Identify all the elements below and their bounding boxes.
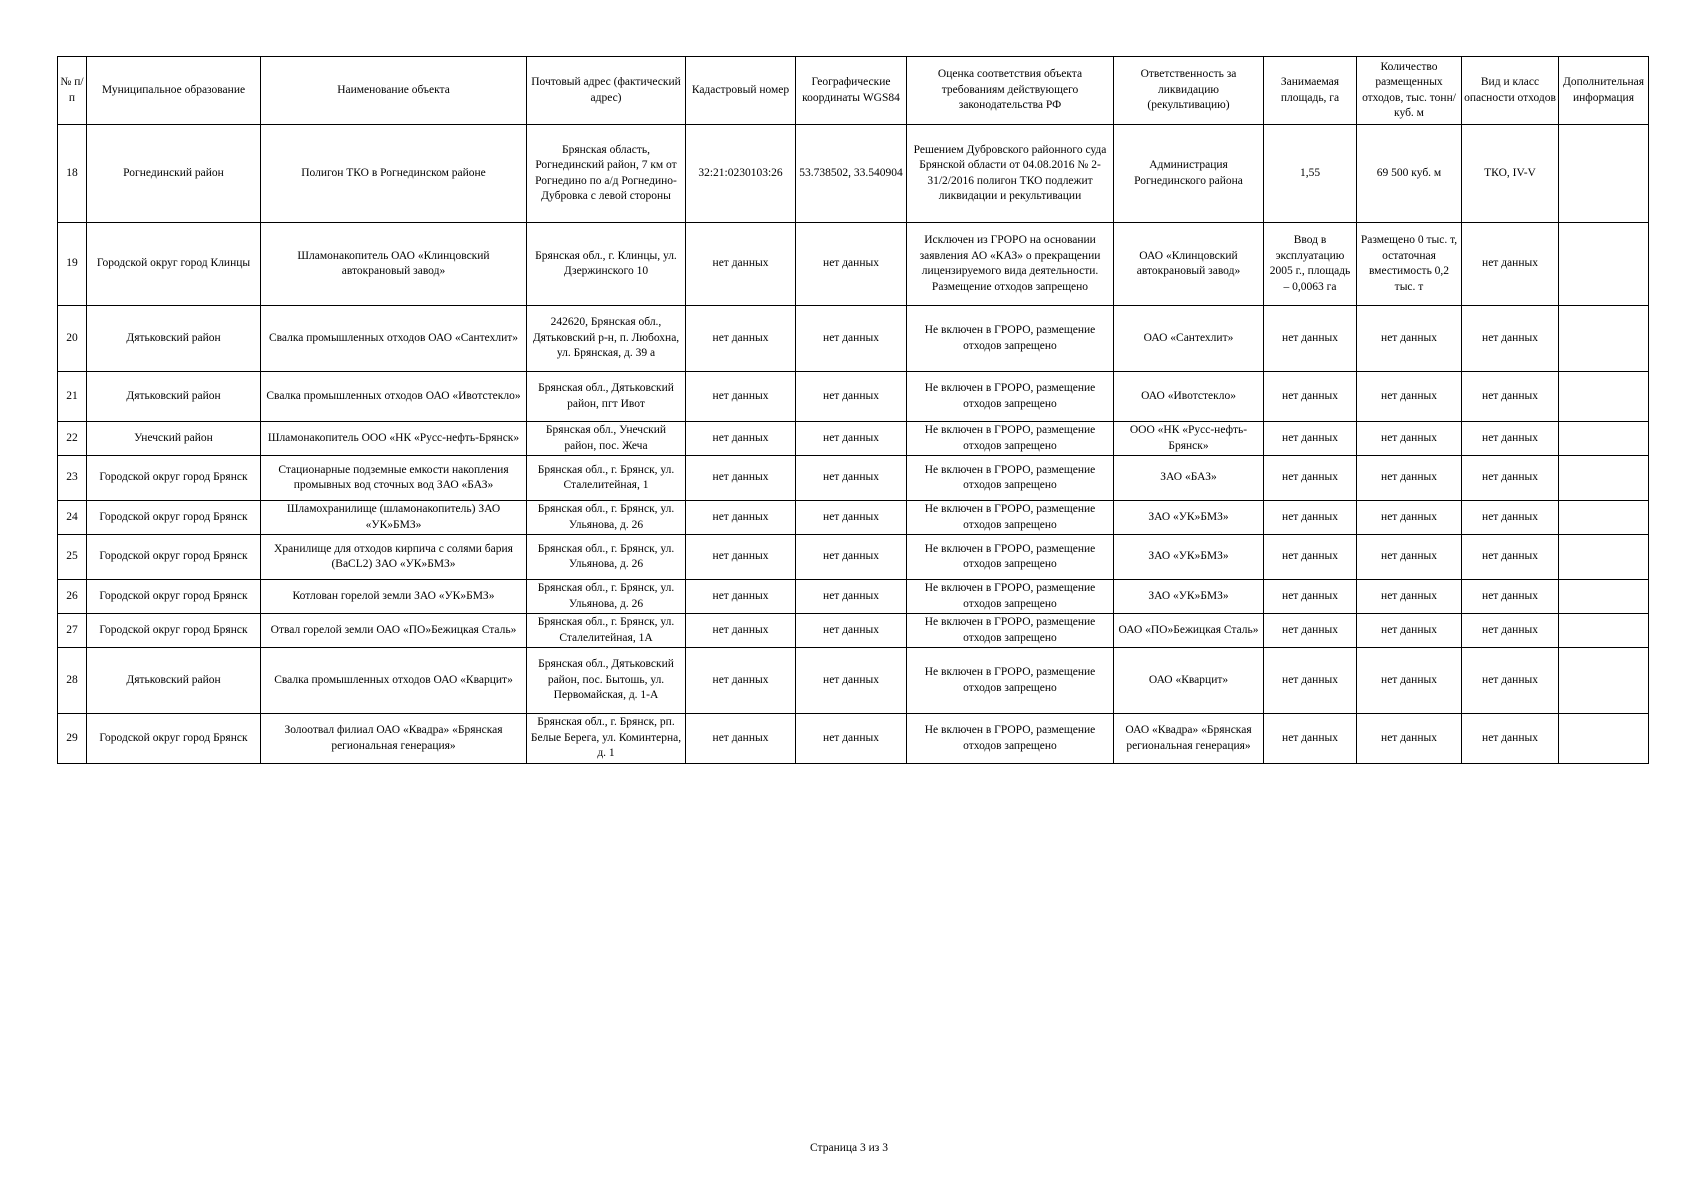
- cell-hazard-class: нет данных: [1462, 580, 1559, 614]
- cell-cadastral-number: нет данных: [686, 714, 796, 764]
- cell-area: нет данных: [1264, 535, 1357, 580]
- cell-waste-amount: нет данных: [1357, 372, 1462, 422]
- cell-area: 1,55: [1264, 125, 1357, 223]
- cell-municipality: Городской округ город Брянск: [87, 501, 261, 535]
- cell-municipality: Городской округ город Брянск: [87, 614, 261, 648]
- table-row: [58, 306, 1649, 372]
- cell-additional-info: [1559, 422, 1649, 456]
- cell-hazard-class: нет данных: [1462, 456, 1559, 501]
- cell-object-name: Шламохранилище (шламонакопитель) ЗАО «УК»БМЗ»: [261, 501, 527, 535]
- cell-postal-address: Брянская обл., г. Брянск, ул. Ульянова, д. 26: [527, 580, 686, 614]
- cell-hazard-class: ТКО, IV-V: [1462, 125, 1559, 223]
- cell-responsibility: ЗАО «УК»БМЗ»: [1114, 580, 1264, 614]
- cell-responsibility: ЗАО «УК»БМЗ»: [1114, 501, 1264, 535]
- cell-object-name: Золоотвал филиал ОАО «Квадра» «Брянская региональная генерация»: [261, 714, 527, 764]
- header-postal-address: Почтовый адрес (фактический адрес): [527, 57, 686, 125]
- cell-waste-amount: нет данных: [1357, 422, 1462, 456]
- cell-coordinates: нет данных: [796, 580, 907, 614]
- cell-municipality: Унечский район: [87, 422, 261, 456]
- cell-object-name: Свалка промышленных отходов ОАО «Сантехлит»: [261, 306, 527, 372]
- cell-area: нет данных: [1264, 501, 1357, 535]
- cell-coordinates: нет данных: [796, 372, 907, 422]
- cell-number: 23: [58, 456, 87, 501]
- cell-compliance: Исключен из ГРОРО на основании заявления АО «КАЗ» о прекращении лицензируемого вида деятельности. Размещение отходов запрещено: [907, 223, 1114, 306]
- cell-coordinates: нет данных: [796, 535, 907, 580]
- cell-postal-address: Брянская обл., г. Брянск, ул. Ульянова, д. 26: [527, 535, 686, 580]
- cell-waste-amount: нет данных: [1357, 580, 1462, 614]
- cell-number: 20: [58, 306, 87, 372]
- cell-postal-address: Брянская обл., г. Брянск, рп. Белые Берега, ул. Коминтерна, д. 1: [527, 714, 686, 764]
- cell-responsibility: ЗАО «УК»БМЗ»: [1114, 535, 1264, 580]
- cell-coordinates: нет данных: [796, 456, 907, 501]
- cell-additional-info: [1559, 501, 1649, 535]
- header-object-name: Наименование объекта: [261, 57, 527, 125]
- cell-coordinates: нет данных: [796, 422, 907, 456]
- cell-responsibility: Администрация Рогнединского района: [1114, 125, 1264, 223]
- cell-object-name: Свалка промышленных отходов ОАО «Ивотстекло»: [261, 372, 527, 422]
- cell-cadastral-number: нет данных: [686, 580, 796, 614]
- header-hazard-class: Вид и класс опасности отходов: [1462, 57, 1559, 125]
- cell-additional-info: [1559, 648, 1649, 714]
- cell-additional-info: [1559, 580, 1649, 614]
- cell-waste-amount: нет данных: [1357, 614, 1462, 648]
- cell-responsibility: ОАО «Клинцовский автокрановый завод»: [1114, 223, 1264, 306]
- cell-postal-address: Брянская обл., г. Брянск, ул. Сталелитейная, 1А: [527, 614, 686, 648]
- header-additional-info: Дополнительная информация: [1559, 57, 1649, 125]
- cell-cadastral-number: нет данных: [686, 614, 796, 648]
- header-municipality: Муниципальное образование: [87, 57, 261, 125]
- cell-coordinates: нет данных: [796, 223, 907, 306]
- header-coordinates: Географические координаты WGS84: [796, 57, 907, 125]
- table-header-row: [58, 57, 1649, 125]
- cell-area: нет данных: [1264, 714, 1357, 764]
- cell-hazard-class: нет данных: [1462, 648, 1559, 714]
- cell-area: нет данных: [1264, 372, 1357, 422]
- cell-municipality: Городской округ город Клинцы: [87, 223, 261, 306]
- page-number: Страница 3 из 3: [810, 1142, 888, 1154]
- cell-municipality: Городской округ город Брянск: [87, 580, 261, 614]
- cell-waste-amount: нет данных: [1357, 535, 1462, 580]
- cell-responsibility: ОАО «Квадра» «Брянская региональная генерация»: [1114, 714, 1264, 764]
- header-area: Занимаемая площадь, га: [1264, 57, 1357, 125]
- cell-object-name: Полигон ТКО в Рогнединском районе: [261, 125, 527, 223]
- cell-coordinates: нет данных: [796, 714, 907, 764]
- cell-postal-address: Брянская обл., Унечский район, пос. Жеча: [527, 422, 686, 456]
- cell-number: 28: [58, 648, 87, 714]
- header-number: № п/п: [58, 57, 87, 125]
- cell-additional-info: [1559, 372, 1649, 422]
- cell-compliance: Не включен в ГРОРО, размещение отходов запрещено: [907, 372, 1114, 422]
- cell-municipality: Рогнединский район: [87, 125, 261, 223]
- cell-number: 21: [58, 372, 87, 422]
- cell-number: 24: [58, 501, 87, 535]
- table-row: [58, 456, 1649, 501]
- cell-area: нет данных: [1264, 614, 1357, 648]
- cell-waste-amount: нет данных: [1357, 648, 1462, 714]
- cell-compliance: Не включен в ГРОРО, размещение отходов запрещено: [907, 456, 1114, 501]
- cell-coordinates: нет данных: [796, 614, 907, 648]
- table-row: [58, 125, 1649, 223]
- cell-area: нет данных: [1264, 580, 1357, 614]
- cell-additional-info: [1559, 714, 1649, 764]
- cell-postal-address: Брянская область, Рогнединский район, 7 км от Рогнедино по а/д Рогнедино-Дубровка с левой стороны: [527, 125, 686, 223]
- cell-compliance: Не включен в ГРОРО, размещение отходов запрещено: [907, 535, 1114, 580]
- cell-cadastral-number: нет данных: [686, 648, 796, 714]
- table-row: [58, 648, 1649, 714]
- cell-cadastral-number: 32:21:0230103:26: [686, 125, 796, 223]
- cell-waste-amount: 69 500 куб. м: [1357, 125, 1462, 223]
- cell-postal-address: Брянская обл., Дятьковский район, пгт Ивот: [527, 372, 686, 422]
- cell-municipality: Городской округ город Брянск: [87, 456, 261, 501]
- header-cadastral-number: Кадастровый номер: [686, 57, 796, 125]
- cell-object-name: Котлован горелой земли ЗАО «УК»БМЗ»: [261, 580, 527, 614]
- cell-responsibility: ОАО «Ивотстекло»: [1114, 372, 1264, 422]
- cell-responsibility: ОАО «Сантехлит»: [1114, 306, 1264, 372]
- cell-hazard-class: нет данных: [1462, 535, 1559, 580]
- cell-compliance: Не включен в ГРОРО, размещение отходов запрещено: [907, 580, 1114, 614]
- cell-waste-amount: нет данных: [1357, 714, 1462, 764]
- table-row: [58, 223, 1649, 306]
- cell-waste-amount: нет данных: [1357, 456, 1462, 501]
- cell-coordinates: нет данных: [796, 648, 907, 714]
- cell-compliance: Не включен в ГРОРО, размещение отходов запрещено: [907, 714, 1114, 764]
- cell-municipality: Дятьковский район: [87, 306, 261, 372]
- cell-cadastral-number: нет данных: [686, 456, 796, 501]
- cell-hazard-class: нет данных: [1462, 714, 1559, 764]
- cell-area: нет данных: [1264, 422, 1357, 456]
- cell-number: 27: [58, 614, 87, 648]
- cell-object-name: Хранилище для отходов кирпича с солями бария (BaCL2) ЗАО «УК»БМЗ»: [261, 535, 527, 580]
- cell-additional-info: [1559, 306, 1649, 372]
- cell-additional-info: [1559, 223, 1649, 306]
- cell-number: 18: [58, 125, 87, 223]
- cell-responsibility: ОАО «Кварцит»: [1114, 648, 1264, 714]
- waste-objects-table: [57, 56, 1649, 764]
- cell-responsibility: ОАО «ПО»Бежицкая Сталь»: [1114, 614, 1264, 648]
- cell-postal-address: 242620, Брянская обл., Дятьковский р-н, п. Любохна, ул. Брянская, д. 39 а: [527, 306, 686, 372]
- cell-postal-address: Брянская обл., г. Клинцы, ул. Дзержинского 10: [527, 223, 686, 306]
- cell-municipality: Дятьковский район: [87, 648, 261, 714]
- cell-area: Ввод в эксплуатацию 2005 г., площадь – 0,0063 га: [1264, 223, 1357, 306]
- cell-municipality: Городской округ город Брянск: [87, 714, 261, 764]
- cell-coordinates: нет данных: [796, 501, 907, 535]
- cell-postal-address: Брянская обл., г. Брянск, ул. Сталелитейная, 1: [527, 456, 686, 501]
- cell-compliance: Не включен в ГРОРО, размещение отходов запрещено: [907, 501, 1114, 535]
- table-row: [58, 535, 1649, 580]
- cell-additional-info: [1559, 456, 1649, 501]
- header-compliance: Оценка соответствия объекта требованиям действующего законодательства РФ: [907, 57, 1114, 125]
- cell-cadastral-number: нет данных: [686, 422, 796, 456]
- cell-object-name: Стационарные подземные емкости накопления промывных вод сточных вод ЗАО «БАЗ»: [261, 456, 527, 501]
- cell-additional-info: [1559, 535, 1649, 580]
- cell-area: нет данных: [1264, 306, 1357, 372]
- table-row: [58, 372, 1649, 422]
- cell-hazard-class: нет данных: [1462, 422, 1559, 456]
- cell-coordinates: нет данных: [796, 306, 907, 372]
- table-body: [58, 125, 1649, 764]
- cell-cadastral-number: нет данных: [686, 501, 796, 535]
- cell-responsibility: ООО «НК «Русс-нефть-Брянск»: [1114, 422, 1264, 456]
- header-responsibility: Ответственность за ликвидацию (рекультивацию): [1114, 57, 1264, 125]
- cell-area: нет данных: [1264, 456, 1357, 501]
- cell-hazard-class: нет данных: [1462, 614, 1559, 648]
- cell-number: 22: [58, 422, 87, 456]
- cell-coordinates: 53.738502, 33.540904: [796, 125, 907, 223]
- cell-postal-address: Брянская обл., г. Брянск, ул. Ульянова, д. 26: [527, 501, 686, 535]
- cell-additional-info: [1559, 614, 1649, 648]
- cell-waste-amount: нет данных: [1357, 501, 1462, 535]
- cell-hazard-class: нет данных: [1462, 306, 1559, 372]
- cell-cadastral-number: нет данных: [686, 306, 796, 372]
- cell-compliance: Не включен в ГРОРО, размещение отходов запрещено: [907, 422, 1114, 456]
- cell-municipality: Дятьковский район: [87, 372, 261, 422]
- cell-area: нет данных: [1264, 648, 1357, 714]
- cell-cadastral-number: нет данных: [686, 223, 796, 306]
- header-waste-amount: Количество размещенных отходов, тыс. тонн/куб. м: [1357, 57, 1462, 125]
- cell-compliance: Не включен в ГРОРО, размещение отходов запрещено: [907, 306, 1114, 372]
- cell-number: 25: [58, 535, 87, 580]
- cell-cadastral-number: нет данных: [686, 535, 796, 580]
- cell-number: 29: [58, 714, 87, 764]
- cell-compliance: Решением Дубровского районного суда Брянской области от 04.08.2016 № 2-31/2/2016 полигон ТКО подлежит ликвидации и рекультивации: [907, 125, 1114, 223]
- table-row: [58, 614, 1649, 648]
- cell-hazard-class: нет данных: [1462, 223, 1559, 306]
- table-row: [58, 422, 1649, 456]
- cell-hazard-class: нет данных: [1462, 372, 1559, 422]
- cell-object-name: Шламонакопитель ООО «НК «Русс-нефть-Брянск»: [261, 422, 527, 456]
- cell-hazard-class: нет данных: [1462, 501, 1559, 535]
- cell-object-name: Отвал горелой земли ОАО «ПО»Бежицкая Сталь»: [261, 614, 527, 648]
- cell-municipality: Городской округ город Брянск: [87, 535, 261, 580]
- cell-object-name: Свалка промышленных отходов ОАО «Кварцит»: [261, 648, 527, 714]
- cell-waste-amount: Размещено 0 тыс. т, остаточная вместимость 0,2 тыс. т: [1357, 223, 1462, 306]
- cell-waste-amount: нет данных: [1357, 306, 1462, 372]
- cell-number: 19: [58, 223, 87, 306]
- cell-object-name: Шламонакопитель ОАО «Клинцовский автокрановый завод»: [261, 223, 527, 306]
- table-row: [58, 714, 1649, 764]
- cell-number: 26: [58, 580, 87, 614]
- cell-additional-info: [1559, 125, 1649, 223]
- cell-cadastral-number: нет данных: [686, 372, 796, 422]
- table-row: [58, 501, 1649, 535]
- table-row: [58, 580, 1649, 614]
- cell-responsibility: ЗАО «БАЗ»: [1114, 456, 1264, 501]
- cell-compliance: Не включен в ГРОРО, размещение отходов запрещено: [907, 648, 1114, 714]
- cell-compliance: Не включен в ГРОРО, размещение отходов запрещено: [907, 614, 1114, 648]
- cell-postal-address: Брянская обл., Дятьковский район, пос. Бытошь, ул. Первомайская, д. 1-А: [527, 648, 686, 714]
